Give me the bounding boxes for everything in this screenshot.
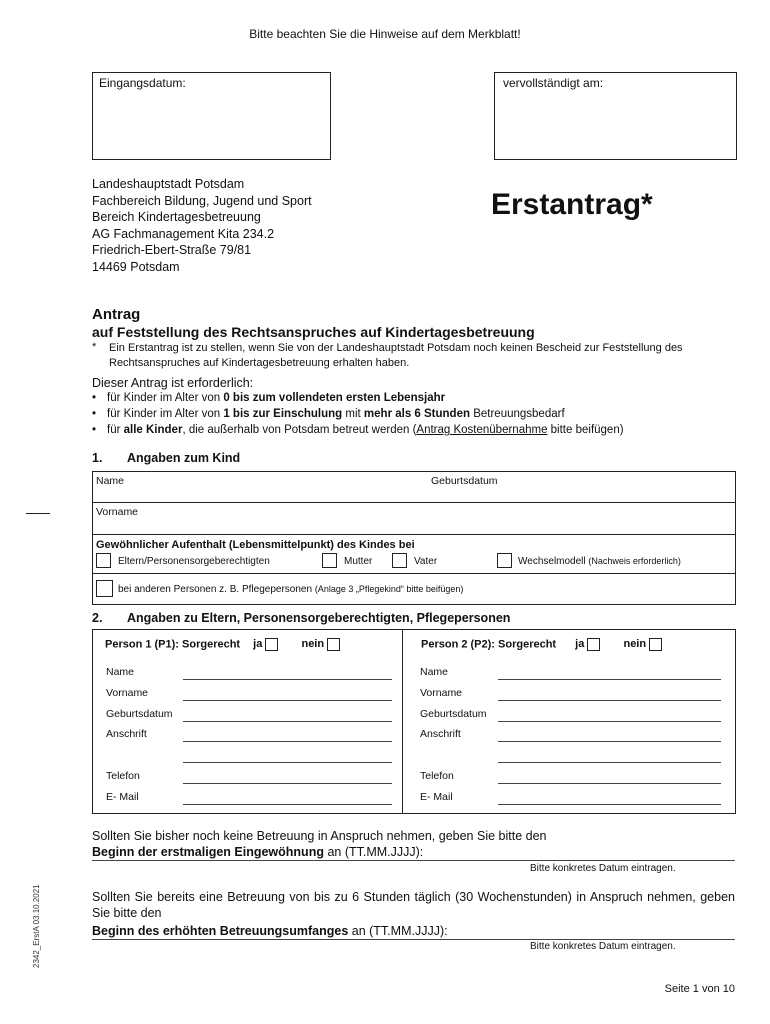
- bullet-text: für Kinder im Alter von: [107, 408, 224, 420]
- p2-email-label: E- Mail: [420, 791, 453, 803]
- p2-geburtsdatum-label: Geburtsdatum: [420, 708, 487, 720]
- vervollstaendigt-label: vervollständigt am:: [503, 76, 604, 90]
- andere-note: (Anlage 3 „Pflegekind“ bitte beifügen): [314, 584, 464, 594]
- p2-ja-checkbox[interactable]: [587, 638, 600, 651]
- antrag-subheading: auf Feststellung des Rechtsanspruches auf Kindertagesbetreuung: [92, 324, 535, 340]
- bullet-dot: •: [92, 392, 97, 404]
- bullet-text: bitte beifügen): [547, 424, 624, 436]
- p1-anschrift-field[interactable]: [183, 741, 392, 742]
- nein-label: nein: [301, 638, 325, 651]
- kind-name-label: Name: [96, 475, 125, 487]
- bullet-dot: •: [92, 408, 97, 420]
- eingangsdatum-label: Eingangsdatum:: [99, 76, 186, 90]
- wechselmodell-checkbox[interactable]: [497, 553, 512, 568]
- p1-geburtsdatum-field[interactable]: [183, 721, 392, 722]
- p2-telefon-field[interactable]: [498, 783, 721, 784]
- merkblatt-notice: Bitte beachten Sie die Hinweise auf dem Merkblatt!: [249, 27, 521, 41]
- kind-name-row[interactable]: [93, 472, 735, 503]
- section-1-heading: [92, 451, 240, 465]
- p1-telefon-field[interactable]: [183, 783, 392, 784]
- bullet-text: für Kinder im Alter von: [107, 392, 224, 404]
- person-1-header: [105, 638, 340, 651]
- p2-anschrift-label: Anschrift: [420, 728, 461, 740]
- aufenthalt-row: [93, 535, 735, 574]
- eingewoehnung-label-rest: an (TT.MM.JJJJ):: [323, 845, 424, 859]
- kind-vorname-row[interactable]: [93, 503, 735, 535]
- bullet-dot: •: [92, 424, 97, 436]
- andere-personen-checkbox[interactable]: [96, 580, 113, 597]
- p1-nein-checkbox[interactable]: [327, 638, 340, 651]
- eingangsdatum-box[interactable]: [92, 72, 331, 160]
- bullet-bold: mehr als 6 Stunden: [363, 408, 471, 420]
- vervollstaendigt-box[interactable]: [494, 72, 737, 160]
- eltern-option-label: Eltern/Personensorgeberechtigten: [118, 556, 270, 567]
- bullet-item: [92, 424, 624, 436]
- kind-table: [92, 471, 736, 605]
- bullet-bold: 0 bis zum vollendeten ersten Lebensjahr: [223, 392, 446, 404]
- p2-name-field[interactable]: [498, 679, 721, 680]
- erhoeht-label-bold: Beginn des erhöhten Betreuungsumfanges: [92, 924, 349, 938]
- person-2-header: [421, 638, 662, 651]
- andere-personen-label: [118, 584, 463, 595]
- erhoeht-intro: Sollten Sie bereits eine Betreuung von bis zu 6 Stunden täglich (30 Wochenstunden) in Anspruch nehmen, geben Sie bitte den: [92, 890, 735, 920]
- person-2-title: Person 2 (P2): Sorgerecht: [421, 638, 557, 651]
- vater-checkbox[interactable]: [392, 553, 407, 568]
- bullet-text: , die außerhalb von Potsdam betreut werden (: [182, 424, 417, 436]
- p2-email-field[interactable]: [498, 804, 721, 805]
- bullet-bold: alle Kinder: [123, 424, 183, 436]
- p1-geburtsdatum-label: Geburtsdatum: [106, 708, 173, 720]
- wechselmodell-note: (Nachweis erforderlich): [588, 556, 681, 566]
- kind-vorname-label: Vorname: [96, 506, 139, 518]
- document-title: Erstantrag*: [491, 188, 653, 221]
- bullet-item: [92, 408, 565, 420]
- address-line: Fachbereich Bildung, Jugend und Sport: [92, 193, 312, 208]
- p1-name-label: Name: [106, 666, 135, 678]
- section-title: Angaben zum Kind: [127, 451, 241, 465]
- person-1-column: [93, 630, 402, 813]
- eingewoehnung-hint: Bitte konkretes Datum eintragen.: [530, 863, 676, 874]
- p2-nein-checkbox[interactable]: [649, 638, 662, 651]
- section-title: Angaben zu Eltern, Personensorgeberechtigten, Pflegepersonen: [127, 611, 511, 625]
- ja-label: ja: [253, 638, 263, 651]
- erhoeht-label: [92, 924, 448, 938]
- address-line: Friedrich-Ebert-Straße 79/81: [92, 243, 252, 257]
- bullet-item: [92, 392, 445, 404]
- eingewoehnung-label-bold: Beginn der erstmaligen Eingewöhnung: [92, 845, 324, 859]
- section-number: 1.: [92, 451, 103, 465]
- nein-label: nein: [623, 638, 647, 651]
- eingewoehnung-label: [92, 845, 423, 859]
- recipient-address: [92, 176, 312, 275]
- p2-telefon-label: Telefon: [420, 770, 454, 782]
- bullet-text: mit: [342, 408, 364, 420]
- page-number: Seite 1 von 10: [664, 983, 735, 995]
- eltern-checkbox[interactable]: [96, 553, 111, 568]
- mutter-option-label: Mutter: [344, 556, 373, 567]
- address-line: 14469 Potsdam: [92, 259, 180, 274]
- p1-vorname-field[interactable]: [183, 700, 392, 701]
- p1-anschrift-field-2[interactable]: [183, 762, 392, 763]
- kind-geburtsdatum-label: Geburtsdatum: [431, 475, 498, 487]
- wechselmodell-option-label: [518, 556, 681, 567]
- antrag-heading: Antrag: [92, 306, 141, 323]
- wechselmodell-text: Wechselmodell: [518, 556, 586, 567]
- p2-anschrift-field[interactable]: [498, 741, 721, 742]
- p2-vorname-field[interactable]: [498, 700, 721, 701]
- andere-personen-row: [93, 574, 735, 604]
- p2-geburtsdatum-field[interactable]: [498, 721, 721, 722]
- p2-anschrift-field-2[interactable]: [498, 762, 721, 763]
- person-2-column: [403, 630, 735, 813]
- erforderlich-intro: Dieser Antrag ist erforderlich:: [92, 376, 254, 390]
- erstantrag-note: Ein Erstantrag ist zu stellen, wenn Sie von der Landeshauptstadt Potsdam noch keinen Bescheid zur Feststellung des Rechtsanspruches auf Kindertagesbetreuung erhalten haben.: [109, 342, 683, 369]
- andere-text: bei anderen Personen z. B. Pflegepersonen: [118, 584, 313, 595]
- kostenuebernahme-link[interactable]: Antrag Kostenübernahme: [416, 424, 548, 436]
- vater-option-label: Vater: [414, 556, 438, 567]
- bullet-text: für: [107, 424, 124, 436]
- section-2-heading: [92, 611, 510, 625]
- person-1-title: Person 1 (P1): Sorgerecht: [105, 638, 241, 651]
- p1-vorname-label: Vorname: [106, 687, 149, 699]
- p1-email-label: E- Mail: [106, 791, 139, 803]
- address-line: Bereich Kindertagesbetreuung: [92, 210, 261, 224]
- erhoeht-hint: Bitte konkretes Datum eintragen.: [530, 941, 676, 952]
- aufenthalt-title: Gewöhnlicher Aufenthalt (Lebensmittelpunkt) des Kindes bei: [96, 539, 415, 551]
- p1-name-field[interactable]: [183, 679, 392, 680]
- form-code: 2342_ErstA 03.10.2021: [32, 884, 41, 968]
- mutter-checkbox[interactable]: [322, 553, 337, 568]
- eingewoehnung-intro: Sollten Sie bisher noch keine Betreuung in Anspruch nehmen, geben Sie bitte den: [92, 829, 547, 843]
- p2-name-label: Name: [420, 666, 449, 678]
- section-number: 2.: [92, 611, 103, 625]
- p2-vorname-label: Vorname: [420, 687, 463, 699]
- eingewoehnung-date-field[interactable]: [92, 860, 735, 861]
- p1-telefon-label: Telefon: [106, 770, 140, 782]
- margin-mark: [26, 513, 50, 514]
- p1-anschrift-label: Anschrift: [106, 728, 147, 740]
- personen-table: [92, 629, 736, 814]
- ja-label: ja: [575, 638, 585, 651]
- erhoeht-label-rest: an (TT.MM.JJJJ):: [348, 924, 448, 938]
- address-line: AG Fachmanagement Kita 234.2: [92, 226, 275, 241]
- erhoeht-date-field[interactable]: [92, 939, 735, 940]
- address-line: Landeshauptstadt Potsdam: [92, 177, 245, 191]
- p1-ja-checkbox[interactable]: [265, 638, 278, 651]
- bullet-text: Betreuungsbedarf: [470, 408, 565, 420]
- bullet-bold: 1 bis zur Einschulung: [223, 408, 343, 420]
- note-asterisk: *: [92, 341, 97, 353]
- p1-email-field[interactable]: [183, 804, 392, 805]
